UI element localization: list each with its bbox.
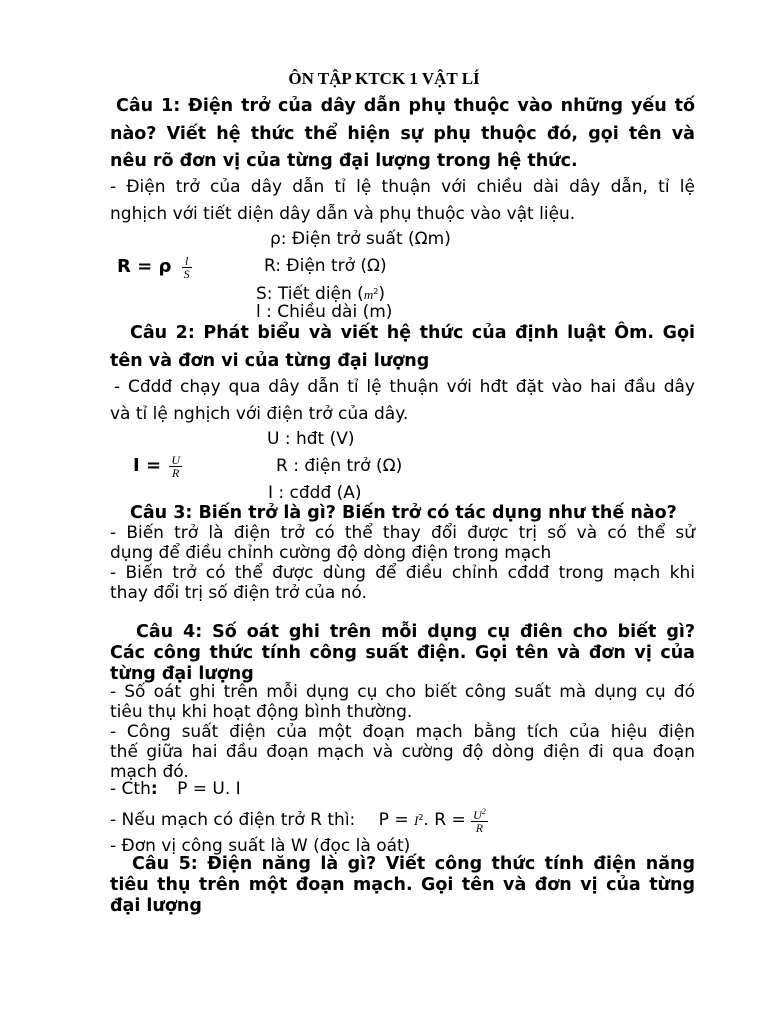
answer-1-line: nghịch với tiết diện dây dẫn và phụ thuộc vào vật liệu. [110,204,576,224]
resistor-power-formula [378,807,488,835]
resistor-power-line [110,800,488,839]
answer-2-line: và tỉ lệ nghịch với điện trở của dây. [110,404,409,424]
question-1-line: nào? Viết hệ thức thể hiện sự phụ thuộc đó, gọi tên và [110,123,695,144]
answer-4-line: thế giữa hai đầu đoạn mạch và cường độ dòng điện đi qua đoạn [110,742,695,762]
answer-3 [110,523,695,603]
question-5-line: Câu 5: Điện năng là gì? Viết công thức tính điện năng [132,854,695,874]
legend-s-unit: m [363,287,374,302]
fraction-denominator: R [471,821,488,834]
question-2-line: Câu 2: Phát biểu và viết hệ thức của định luật Ôm. Gọi [130,323,695,343]
question-4 [110,622,695,685]
power-formula-label: - Cth [110,779,151,799]
resistor-power-label: - Nếu mạch có điện trở R thì: [110,810,356,830]
question-5-line: tiêu thụ trên một đoạn mạch. Gọi tên và đơn vị của từng [110,875,695,895]
resistance-formula [117,252,192,282]
question-4-line: Các công thức tính công suất điện. Gọi tên và đơn vị của [110,643,695,663]
legend-u: U : hđt (V) [267,429,355,449]
question-3: Câu 3: Biến trở là gì? Biến trở có tác dụng như thế nào? [130,503,677,523]
question-1 [110,93,695,176]
resistor-power-current: I [413,813,419,828]
answer-4-line: tiêu thụ khi hoạt động bình thường. [110,702,413,722]
ohm-law-fraction [169,454,182,479]
power-formula-colon: : [150,779,158,799]
fraction-numerator: U [171,452,180,467]
ohm-law-formula-lhs: I = [133,455,162,476]
resistance-formula-lhs: R = ρ [117,256,172,277]
question-2-line: tên và đơn vi của từng đại lượng [110,350,430,371]
legend-l: l : Chiều dài (m) [256,302,393,322]
fraction-denominator: R [169,466,182,479]
question-4-line: từng đại lượng [110,664,254,684]
answer-3-line: dụng để điều chỉnh cường độ dòng điện trong mạch [110,543,552,563]
page-title: ÔN TẬP KTCK 1 VẬT LÍ [288,69,480,88]
question-2 [110,320,695,375]
resistor-power-formula-b: . R = [423,810,466,830]
ohm-law-formula [133,451,182,481]
power-unit-line: - Đơn vị công suất là W (đọc là oát) [110,836,411,856]
answer-1 [110,174,695,228]
power-formula: P = U. I [177,779,241,799]
question-5-line: đại lượng [110,896,202,916]
resistor-power-current-exp: 2 [418,813,424,822]
question-4-line: Câu 4: Số oát ghi trên mỗi dụng cụ điên cho biết gì? [136,622,695,642]
answer-1-line: - Điện trở của dây dẫn tỉ lệ thuận với chiều dài dây dẫn, tỉ lệ [110,177,695,197]
answer-4-line: mạch đó. [110,762,189,782]
resistor-power-fraction [471,806,488,834]
legend-r2: R : điện trở (Ω) [276,456,403,476]
answer-3-line: thay đổi trị số điện trở của nó. [110,583,367,603]
fraction-denominator: S [183,266,190,281]
legend-s-suffix: ) [378,284,385,304]
legend-rho: ρ: Điện trở suất (Ωm) [270,229,451,249]
answer-3-line: - Biến trở có thể được dùng để điều chỉnh cđdđ trong mạch khi [110,563,695,583]
answer-3-line: - Biến trở là điện trở có thể thay đổi được trị số và có thể sử [110,523,695,543]
legend-r: R: Điện trở (Ω) [264,256,387,276]
answer-4-line: - Số oát ghi trên mỗi dụng cụ cho biết công suất mà dụng cụ đó [110,682,695,702]
question-1-line: nêu rõ đơn vị của từng đại lượng trong hệ thức. [110,151,578,171]
answer-2 [110,374,695,428]
question-5 [110,854,695,917]
resistor-power-formula-a: P = [378,810,409,830]
answer-2-line: - Cđdđ chạy qua dây dẫn tỉ lệ thuận với hđt đặt vào hai đầu dây [114,377,695,397]
power-formula-line [110,779,241,799]
legend-s-prefix: S: Tiết diện ( [256,284,364,304]
question-1-line: Câu 1: Điện trở của dây dẫn phụ thuộc vào những yếu tố [116,96,695,116]
legend-i: I : cđdđ (A) [268,483,362,503]
fraction-numerator: $U^2$ [473,807,486,822]
fraction-numerator: l [184,253,189,268]
legend-s-exponent: 2 [373,287,379,296]
answer-4-line: - Công suất điện của một đoạn mạch bằng tích của hiệu điện [110,722,695,742]
answer-4 [110,682,695,782]
resistance-fraction [182,255,192,280]
